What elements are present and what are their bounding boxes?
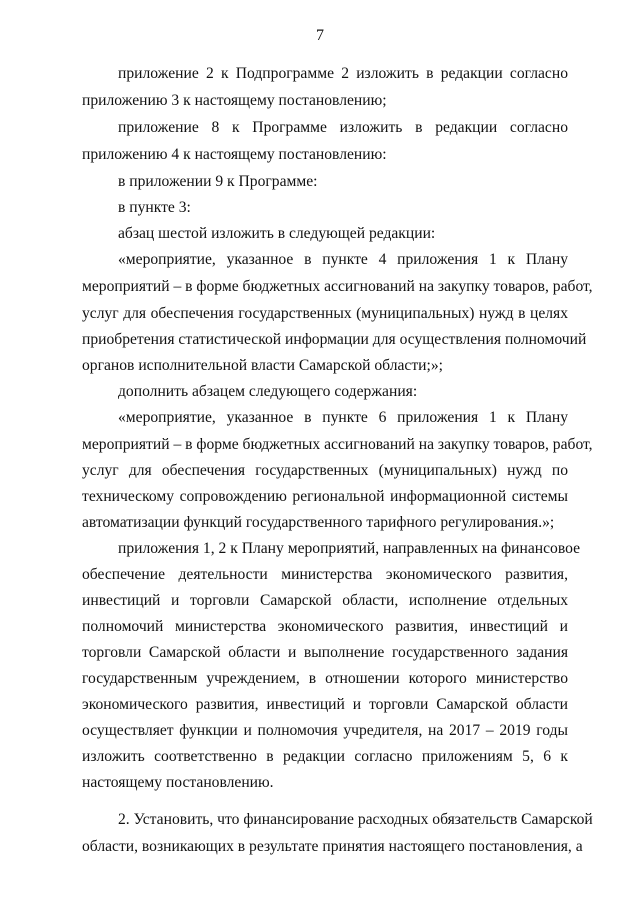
text-line: приложение 8 к Программе изложить в редакции согласно [118, 119, 568, 136]
text-line: мероприятий – в форме бюджетных ассигнований на закупку товаров, работ, [82, 436, 593, 453]
text-line: торговли Самарской области и выполнение государственного задания [82, 644, 568, 661]
text-line: изложить соответственно в редакции согласно приложениям 5, 6 к [82, 748, 568, 765]
text-line: автоматизации функций государственного тарифного регулирования.»; [82, 514, 555, 531]
page-number: 7 [316, 27, 324, 44]
text-line: техническому сопровождению региональной информационной системы [82, 488, 568, 505]
text-line: «мероприятие, указанное в пункте 4 приложения 1 к Плану [118, 251, 568, 268]
text-line: приложению 4 к настоящему постановлению: [82, 146, 387, 163]
text-line: обеспечение деятельности министерства экономического развития, [82, 566, 568, 583]
text-line: осуществляет функции и полномочия учредителя, на 2017 – 2019 годы [82, 722, 568, 739]
text-line: экономического развития, инвестиций и торговли Самарской области [82, 696, 568, 713]
text-line: настоящему постановлению. [82, 774, 274, 791]
text-line: дополнить абзацем следующего содержания: [118, 383, 418, 400]
text-line: мероприятий – в форме бюджетных ассигнований на закупку товаров, работ, [82, 278, 593, 295]
text-line: приложению 3 к настоящему постановлению; [82, 92, 387, 109]
text-line: «мероприятие, указанное в пункте 6 приложения 1 к Плану [118, 409, 568, 426]
text-line: инвестиций и торговли Самарской области, исполнение отдельных [82, 592, 568, 609]
text-line: органов исполнительной власти Самарской области;»; [82, 357, 443, 374]
text-line: полномочий министерства экономического развития, инвестиций и [82, 618, 568, 635]
text-line: области, возникающих в результате принятия настоящего постановления, а [82, 838, 583, 855]
text-line: 2. Установить, что финансирование расходных обязательств Самарской [118, 811, 593, 828]
text-line: приложение 2 к Подпрограмме 2 изложить в редакции согласно [118, 65, 568, 82]
text-line: приложения 1, 2 к Плану мероприятий, направленных на финансовое [118, 540, 580, 557]
text-line: приобретения статистической информации для осуществления полномочий [82, 331, 587, 348]
text-line: абзац шестой изложить в следующей редакции: [118, 225, 436, 242]
text-line: услуг для обеспечения государственных (муниципальных) нужд в целях [82, 305, 568, 322]
text-line: услуг для обеспечения государственных (муниципальных) нужд по [82, 462, 568, 479]
text-line: в пункте 3: [118, 199, 191, 216]
text-line: в приложении 9 к Программе: [118, 173, 318, 190]
text-line: государственным учреждением, в отношении которого министерство [82, 670, 568, 687]
